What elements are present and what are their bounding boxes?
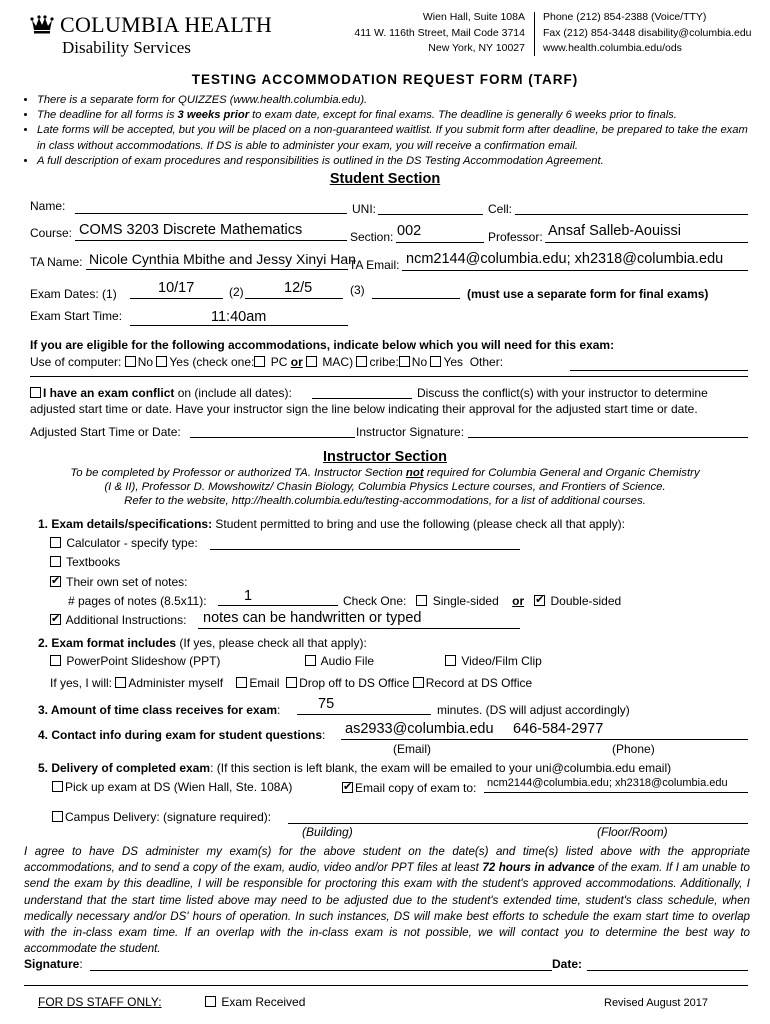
start-time-field [130,325,348,326]
instructor-intro-line-2: (I & II), Professor D. Mowshowitz/ Chasin Biology, Columbia Physics Lecture courses, and Frontiers of Science. [104,481,666,493]
or-label: or [290,355,303,369]
email-copy-row: ✔ Email copy of exam to: [342,781,476,795]
computer-yes-checkbox[interactable] [156,356,167,367]
instructions-list [20,93,755,169]
use-computer-label: Use of computer: [30,355,122,369]
ppt-row: PowerPoint Slideshow (PPT) [50,654,220,668]
phone-caption: (Phone) [612,742,655,756]
q4-field [341,739,748,740]
course-label: Course: [30,226,73,240]
q3-minutes: minutes. (DS will adjust accordingly) [437,703,630,717]
conflict-dates-field[interactable] [312,398,412,399]
signature-label: Signature: [24,957,83,971]
adjusted-time-label: Adjusted Start Time or Date: [30,425,181,439]
address-block [354,10,525,57]
course-field [75,240,347,241]
bullet-late-forms: • Late forms will be accepted, but you will be placed on a non-guaranteed waitlist. If you submit form after deadline, be prepared to take the exam in class without accommodations. If DS is able to administer your exam, you will receive a confirmation email. [37,123,755,153]
exam-date-2-label: (2) [229,285,244,299]
bullet-deadline: • The deadline for all forms is 3 weeks prior to exam date, except for final exams. The deadline is generally 6 weeks prior to finals. [37,108,755,123]
campus-field[interactable] [288,823,748,824]
exam-date-2-value[interactable]: 12/5 [284,280,313,296]
audio-checkbox[interactable] [305,655,316,666]
ta-name-value[interactable]: Nicole Cynthia Mbithe and Jessy Xinyi Han [89,251,356,267]
pages-field [218,605,338,606]
staff-only-label: FOR DS STAFF ONLY: [38,995,162,1009]
q4-phone-value[interactable]: 646-584-2977 [513,721,604,737]
adjusted-time-field[interactable] [190,437,355,438]
address-line-3: New York, NY 10027 [428,42,525,54]
record-checkbox[interactable] [413,677,424,688]
ta-email-value[interactable]: ncm2144@columbia.edu; xh2318@columbia.edu [406,251,724,267]
video-checkbox[interactable] [445,655,456,666]
student-section-title: Student Section [329,171,441,187]
section-field [396,242,484,243]
check-one-label: (check one: [192,355,255,369]
eligible-divider [30,376,748,377]
email-copy-field [484,792,748,793]
pickup-checkbox[interactable] [52,781,63,792]
q3-field [297,714,431,715]
single-double-row: Check One: Single-sided or ✔ Double-sided [343,594,621,608]
instructor-intro-line-3: Refer to the website, http://health.columbia.edu/testing-accommodations, for a list of additional courses. [124,495,646,507]
instructor-intro [20,466,750,508]
campus-checkbox[interactable] [52,811,63,822]
ta-name-label: TA Name: [30,255,83,269]
conflict-row [30,386,292,400]
scribe-checkbox[interactable] [356,356,367,367]
footer-divider [24,985,748,986]
pages-label: # pages of notes (8.5x11): [68,594,207,608]
instructor-intro-line-1: To be completed by Professor or authorized TA. Instructor Section not required for Columbia General and Organic Chemistry [70,467,700,479]
professor-value[interactable]: Ansaf Salleb-Aouissi [548,223,681,239]
cell-label: Cell: [488,202,513,216]
start-time-label: Exam Start Time: [30,309,123,323]
cell-field[interactable] [515,214,748,215]
uni-field[interactable] [378,214,483,215]
conflict-label: I have an exam conflict [43,386,175,400]
section-label: Section: [350,230,394,244]
fax-email-line: Fax (212) 854-3448 disability@columbia.edu [543,26,752,39]
exam-date-2-field [245,298,343,299]
date-label: Date: [552,957,583,971]
q3-value[interactable]: 75 [318,696,335,712]
name-field[interactable] [75,213,347,214]
video-row: Video/Film Clip [445,654,542,668]
conflict-line-2: adjusted start time or date. Have your instructor sign the line below indicating their approval for the adjusted start time or date. [30,402,698,416]
instructor-signature-field[interactable] [468,437,748,438]
q3-row: 3. Amount of time class receives for exam: [38,703,281,717]
org-subtitle: Disability Services [62,38,191,57]
scribe-no-label: No [411,355,428,369]
website-line: www.health.columbia.edu/ods [543,42,682,54]
conflict-discuss: Discuss the conflict(s) with your instructor to determine [417,386,708,400]
computer-no-label: No [137,355,154,369]
single-sided-checkbox[interactable] [416,595,427,606]
course-value[interactable]: COMS 3203 Discrete Mathematics [79,222,303,238]
exam-date-3-label: (3) [350,283,365,297]
instructor-section-title: Instructor Section [322,449,448,465]
exam-date-3-field[interactable] [372,298,460,299]
professor-label: Professor: [488,230,543,244]
calculator-row: Calculator - specify type: [50,536,198,550]
exam-dates-label: Exam Dates: (1) [30,287,117,301]
textbooks-row: Textbooks [50,555,120,569]
ta-name-field [86,269,348,270]
phone-line: Phone (212) 854-2388 (Voice/TTY) [543,11,707,23]
q5-row: 5. Delivery of completed exam: (If this section is left blank, the exam will be emailed to your uni@columbia.edu email) [38,761,672,775]
eligible-heading: If you are eligible for the following accommodations, indicate below which you will need for this exam: [30,338,615,352]
email-copy-value[interactable]: ncm2144@columbia.edu; xh2318@columbia.edu [487,777,728,789]
scribe-label: cribe: [369,355,399,369]
professor-field [545,242,748,243]
section-value[interactable]: 002 [397,223,422,239]
calculator-type-field[interactable] [210,549,520,550]
additional-value[interactable]: notes can be handwritten or typed [203,610,422,626]
header-divider [534,12,535,56]
administer-checkbox[interactable] [115,677,126,688]
email-format-checkbox[interactable] [236,677,247,688]
address-line-2: 411 W. 116th Street, Mail Code 3714 [354,26,525,39]
ta-email-field [402,270,748,271]
conflict-include-dates: on (include all dates): [174,386,292,400]
other-field[interactable] [570,370,748,371]
floor-caption: (Floor/Room) [597,825,668,839]
pc-label: PC [270,355,288,369]
org-name: COLUMBIA HEALTH [60,12,273,37]
agreement-paragraph: I agree to have DS administer my exam(s) for the above student on the date(s) and time(s) listed above with the appropriate accommodations, and to send a copy of the exam, audio, video and/or PPT files at least 72 hours in advance of the exam. If I am unable to send the exam by this deadline, I will be responsible for proctoring this exam with the student's approved accommodations. Additionally, I understand that the start time listed above may need to be adjusted due to the student's extended time, student's class schedule, when medically necessary and/or DS' hours of operation. In such instances, DS will make best efforts to schedule the exam start time to overlap with the in-class exam time. If an overlap with the in-class exam is not possible, we will contact you to determine the best way to accommodate the student. [24,845,750,956]
computer-row [30,355,503,369]
instructor-signature-label: Instructor Signature: [356,425,465,439]
exam-received-row: Exam Received [205,995,305,1009]
form-title: TESTING ACCOMMODATION REQUEST FORM (TARF) [191,72,579,87]
notes-row: ✔ Their own set of notes: [50,575,188,589]
email-copy-checkbox[interactable] [342,782,353,793]
audio-row: Audio File [305,654,374,668]
date-field[interactable] [587,970,748,971]
q1-heading: 1. Exam details/specifications: Student permitted to bring and use the following (please check all that apply): [38,517,625,531]
exam-date-1-value[interactable]: 10/17 [158,280,195,296]
textbooks-checkbox[interactable] [50,556,61,567]
exam-conflict-checkbox[interactable] [30,387,41,398]
scribe-yes-label: Yes [443,355,464,369]
dropoff-checkbox[interactable] [286,677,297,688]
pc-checkbox[interactable] [254,356,265,367]
exam-received-checkbox[interactable] [205,996,216,1007]
scribe-yes-checkbox[interactable] [430,356,441,367]
computer-no-checkbox[interactable] [125,356,136,367]
calculator-checkbox[interactable] [50,537,61,548]
other-label: Other: [469,355,504,369]
bullet-quizzes: • There is a separate form for QUIZZES (www.health.columbia.edu). [37,93,755,108]
email-caption: (Email) [393,742,431,756]
revised-date: Revised August 2017 [604,997,708,1009]
uni-label: UNI: [352,202,376,216]
final-exam-note: (must use a separate form for final exams) [467,287,709,301]
notes-checkbox[interactable] [50,576,61,587]
computer-yes-label: Yes [169,355,189,369]
building-caption: (Building) [302,825,353,839]
additional-row: ✔ Additional Instructions: [50,613,186,627]
signature-field[interactable] [90,970,552,971]
ta-email-label: TA Email: [349,258,400,272]
mac-checkbox[interactable] [306,356,317,367]
scribe-no-checkbox[interactable] [399,356,410,367]
name-label: Name: [30,199,66,213]
start-time-value[interactable]: 11:40am [211,309,267,325]
bullet-full-description: • A full description of exam procedures and responsibilities is outlined in the DS Testing Accommodation Agreement. [37,154,755,169]
q2-heading: 2. Exam format includes (If yes, please check all that apply): [38,636,367,650]
additional-field [198,628,520,629]
mac-label: MAC) [322,355,354,369]
additional-checkbox[interactable] [50,614,61,625]
exam-date-1-field [130,298,223,299]
double-sided-checkbox[interactable] [534,595,545,606]
pickup-row: Pick up exam at DS (Wien Hall, Ste. 108A) [52,780,292,794]
columbia-crown-logo [30,14,54,34]
contact-block [543,10,752,57]
ifyes-row: If yes, I will: Administer myself Email Drop off to DS Office Record at DS Office [50,676,533,690]
pages-value[interactable]: 1 [244,588,253,604]
ppt-checkbox[interactable] [50,655,61,666]
campus-row: Campus Delivery: (signature required): [52,810,271,824]
q4-row: 4. Contact info during exam for student questions: [38,728,326,742]
q4-email-value[interactable]: as2933@columbia.edu [345,721,494,737]
address-line-1: Wien Hall, Suite 108A [422,11,525,23]
